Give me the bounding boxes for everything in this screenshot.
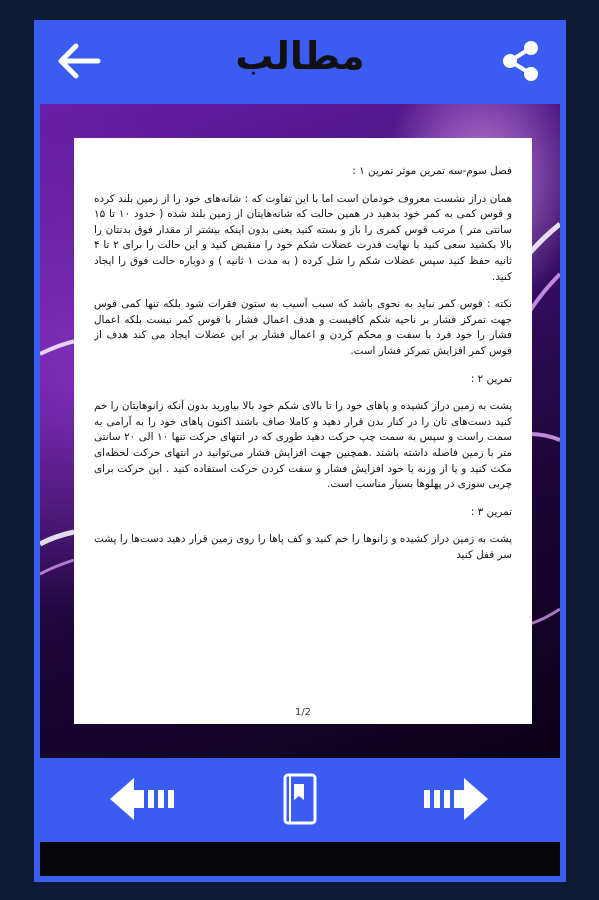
article-paragraph: تمرین ۲ : (470, 372, 512, 385)
article-paragraph: پشت به زمین دراز کشیده و پاهای خود را تا بالای شکم خود بالا بیاورید بدون آنکه زانوهایتان را خم کنید دست‌های تان را در کنار بدن قرار دهید و کاملا صاف باشند اکنون پاهای خود را به آرامی به سمت راست و سپس به سمت چپ حرکت دهید طوری که در انتهای حرکت تنها ۱۰ الی ۲۰ سانتی متر با زمین فاصله داشته باشند .همچنین جهت افزایش فشار می‌توانید در انتهای حرکت لحظه‌ای مکث کنید و یا از وزنه یا خود افزایش فشار و سفت کردن حرکت استفاده کنید . این حرکت برای چربی سوزی در پهلوها بسیار مناسب است. (94, 400, 512, 491)
arrow-left-icon (108, 774, 178, 824)
bottom-nav-bar (34, 758, 566, 842)
article-paragraph: تمرین ۳ : (470, 505, 512, 518)
page-title: مطالب (235, 34, 365, 78)
footer-strip (40, 842, 560, 876)
content-area[interactable] (40, 104, 560, 758)
app-bar (34, 20, 566, 104)
article-paragraph: فصل سوم-سه تمرین موثر تمرین ۱ : (352, 165, 512, 177)
article-text (94, 164, 512, 684)
book-icon (282, 772, 318, 828)
next-button[interactable] (420, 774, 490, 824)
article-paragraph: نکته : قوس کمر نباید به نحوی باشد که سبب آسیب به ستون فقرات شود بلکه تنها کمی قوس جهت تمرکز فشار بر ناحیه شکم کافیست و هدف اعمال فشار با قوس کمر نیست بلکه اعمال فشار را خود فرد با سفت و محکم کردن و اعمال فشار بر این عضلات ایجاد می کند هدف از قوس کمر افزایش تمرکز فشار است. (94, 298, 512, 357)
previous-button[interactable] (108, 774, 178, 824)
app-frame (34, 20, 566, 882)
arrow-right-icon (420, 774, 490, 824)
share-icon (498, 38, 544, 84)
page-indicator: 1/2 (294, 707, 312, 718)
bookmark-button[interactable] (282, 772, 318, 828)
document-page[interactable] (74, 138, 532, 724)
article-paragraph: پشت به زمین دراز کشیده و زانوها را خم کنید و کف پاها را روی زمین قرار دهید دست‌ها را پشت سر قفل کنید (94, 533, 512, 561)
article-paragraph: همان دراز نشست معروف خودمان است اما با این تفاوت که : شانه‌های خود را از زمین بلند کرده و قوس کمی به کمر خود بدهید در همین حالت که شانه‌هایتان از زمین بلند شده ( حدود ۱۰ تا ۱۵ سانتی متر ) مرتب قوس کمری را باز و بسته کنید یعنی بدون اینکه بیشتر از مقدار فوق بدنتان را بالا بکشید سعی کنید با نهایت قدرت عضلات شکم خود را منقبض کنید و این حالت را برای ۲ تا ۴ ثانیه حفظ کنید سپس عضلات شکم را شل کرده ( به مدت ۱ ثانیه ) و دوباره حالت فوق را ایجاد کنید. (94, 192, 512, 283)
share-button[interactable] (498, 38, 544, 84)
